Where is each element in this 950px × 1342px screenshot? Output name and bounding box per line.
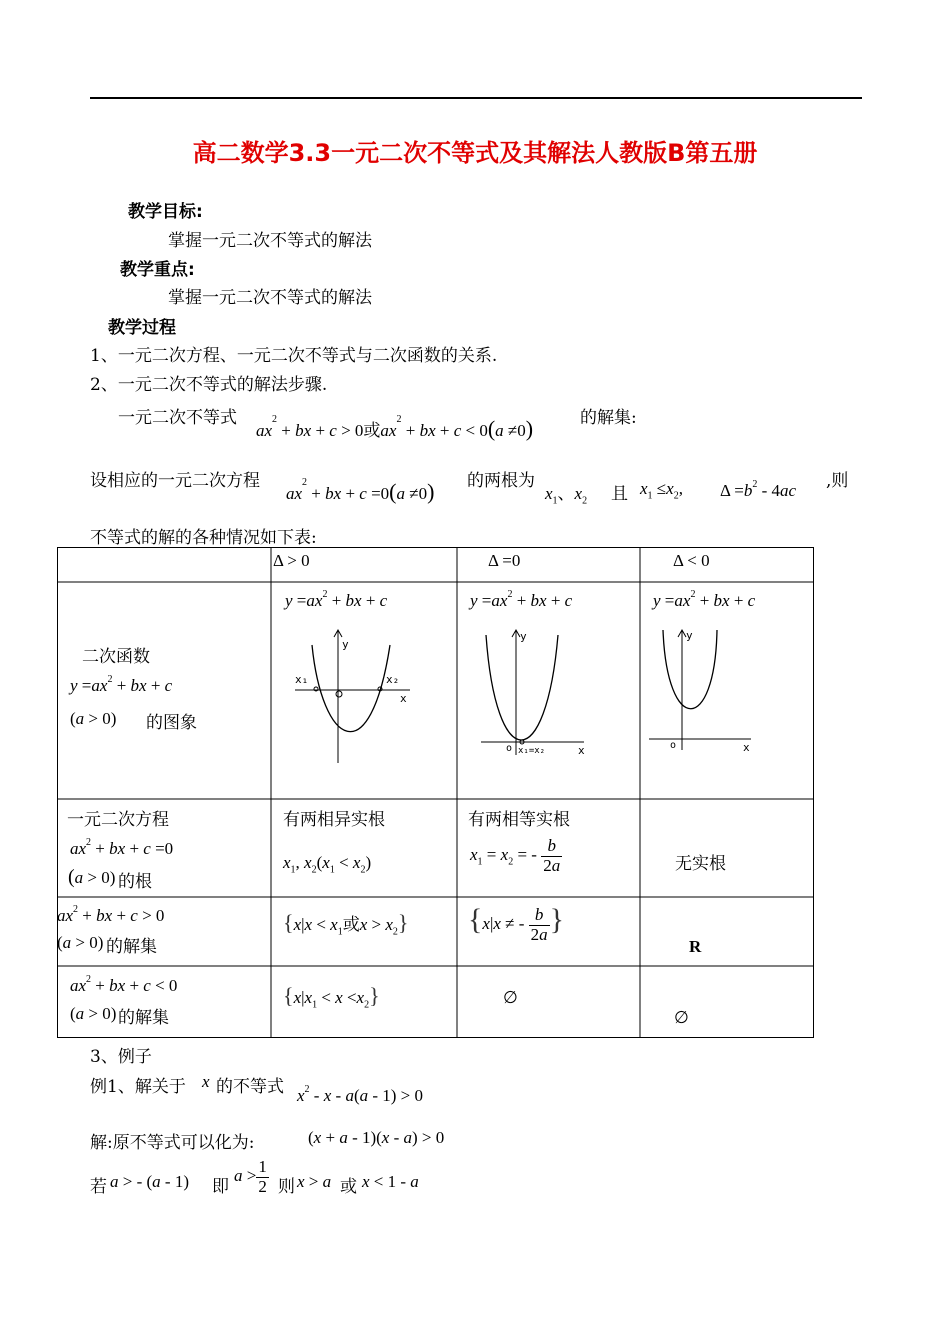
graph3-y-label: y xyxy=(686,629,693,642)
example1-variable: x xyxy=(202,1072,210,1091)
graph1-x2-label: x₂ xyxy=(386,673,400,686)
graph3-x-label: x xyxy=(743,741,750,754)
graph2-function: $y =ax^2$ + bx + c xyxy=(470,589,573,610)
row4-set-zero: ∅ xyxy=(503,988,518,1007)
row2-no-real-roots: 无实根 xyxy=(675,854,726,874)
header-delta-zero: Δ =0 xyxy=(488,551,521,570)
page-title: 高二数学3.3一元二次不等式及其解法人教版B第五册 xyxy=(192,139,758,167)
graph-double-root xyxy=(478,625,588,760)
row3-set-pos: {$x|x < x_1$或$x > x_2$} xyxy=(283,910,409,938)
table-intro: 不等式的解的各种情况如下表: xyxy=(90,528,317,548)
graph2-o-label: o xyxy=(506,743,513,754)
case-or: 或 xyxy=(340,1177,357,1197)
row2-label-a: 一元二次方程 xyxy=(67,810,169,830)
graph1-y-label: y xyxy=(342,638,349,651)
header-delta-positive: Δ > 0 xyxy=(273,551,310,570)
row2-roots-zero: $x_1 = x_2$ = - $\frac{b}{2a}$ xyxy=(470,836,561,875)
row3-set-neg: R xyxy=(689,937,702,956)
setup-roots: 的两根为 xyxy=(467,471,535,491)
graph3-o-label: o xyxy=(670,740,677,751)
row4-condition: (a > 0) xyxy=(70,1004,117,1023)
row4-inequality: $ax^2$ + bx + c < 0 xyxy=(70,974,178,995)
intro-prefix: 一元二次不等式 xyxy=(118,408,237,428)
case-ie: 即 xyxy=(212,1177,229,1197)
case-if: 若 xyxy=(90,1177,107,1197)
setup-order: $x_1 \le x_2$, xyxy=(640,479,683,502)
graph2-root-label: x₁=x₂ xyxy=(518,746,546,756)
item-2: 2、一元二次不等式的解法步骤. xyxy=(90,375,328,395)
solution-factored: (x + a - 1)(x - a) > 0 xyxy=(308,1128,445,1147)
case-then: 则 xyxy=(278,1177,295,1197)
row2-label-b: 的根 xyxy=(118,872,152,892)
case-condition: a > - (a - 1) xyxy=(110,1172,189,1191)
solution-table-grid xyxy=(57,547,814,1038)
setup-and: 且 xyxy=(611,484,628,504)
graph2-y-label: y xyxy=(520,630,527,643)
row3-inequality: $ax^2$ + bx + c > 0 xyxy=(57,904,165,925)
row1-function: $y =ax^2$ + bx + c xyxy=(70,674,173,695)
process-heading: 教学过程 xyxy=(108,318,176,338)
setup-prefix: 设相应的一元二次方程 xyxy=(90,471,260,491)
header-delta-negative: Δ < 0 xyxy=(673,551,710,570)
case-result-b: x < 1 - a xyxy=(362,1172,419,1191)
case-result-a: x > a xyxy=(297,1172,332,1191)
item-3: 3、例子 xyxy=(90,1047,152,1067)
row3-condition: (a > 0) xyxy=(57,933,104,952)
setup-then: ,则 xyxy=(826,471,849,491)
row4-label: 的解集 xyxy=(118,1008,169,1028)
graph-two-roots xyxy=(290,625,415,765)
row3-label: 的解集 xyxy=(106,937,157,957)
row1-label-a: 二次函数 xyxy=(82,647,150,667)
setup-delta: $\Delta =b^2 - 4ac$ xyxy=(720,479,797,500)
row4-set-neg: ∅ xyxy=(674,1008,689,1027)
row1-label-b: 的图象 xyxy=(146,713,197,733)
graph3-function: $y =ax^2$ + bx + c xyxy=(653,589,756,610)
solution-prefix: 解:原不等式可以化为: xyxy=(90,1133,255,1153)
row3-set-zero: {x|x ≠ - $\frac{b}{2a}$ } xyxy=(468,903,565,944)
goal-text: 掌握一元二次不等式的解法 xyxy=(168,231,372,251)
graph-no-roots xyxy=(647,625,757,755)
row2-roots-pos: $x_1$, $x_2(x_1 < x_2)$ xyxy=(283,853,372,876)
row1-condition: (a > 0) xyxy=(70,709,117,728)
graph1-function: $y =ax^2$ + bx + c xyxy=(285,589,388,610)
intro-inequalities: $ax^2$ + bx + c > 0或$ax^2$ + bx + c < 0(a ≠0) xyxy=(256,414,534,441)
item-1: 1、一元二次方程、一元二次不等式与二次函数的关系. xyxy=(90,346,498,366)
row4-set-pos: $\{x|x_1 < x <x_2\}$ xyxy=(283,983,380,1011)
example1-mid: 的不等式 xyxy=(216,1077,284,1097)
goal-heading: 教学目标: xyxy=(128,202,203,222)
setup-equation: $ax^2$ + bx + c =0(a ≠0) xyxy=(286,477,435,504)
top-rule xyxy=(90,97,862,99)
graph1-x1-label: x₁ xyxy=(295,673,309,686)
row2-equation: $ax^2$ + bx + c =0 xyxy=(70,837,174,858)
setup-roots-math: $x_1$、$x_2$ xyxy=(545,484,588,507)
graph1-x-label: x xyxy=(400,692,407,705)
key-heading: 教学重点: xyxy=(120,260,195,280)
intro-suffix: 的解集: xyxy=(580,408,637,428)
example1-inequality: $x^2 - x - a(a - 1) > 0$ xyxy=(297,1084,424,1105)
row2-two-equal-roots: 有两相等实根 xyxy=(468,810,570,830)
graph2-x-label: x xyxy=(578,744,585,757)
case-half: a > $\frac{1}{2}$ xyxy=(234,1157,267,1196)
key-text: 掌握一元二次不等式的解法 xyxy=(168,288,372,308)
row2-two-distinct-roots: 有两相异实根 xyxy=(283,810,385,830)
row2-condition: (a > 0) xyxy=(68,866,116,888)
example1-prefix: 例1、解关于 xyxy=(90,1077,186,1097)
